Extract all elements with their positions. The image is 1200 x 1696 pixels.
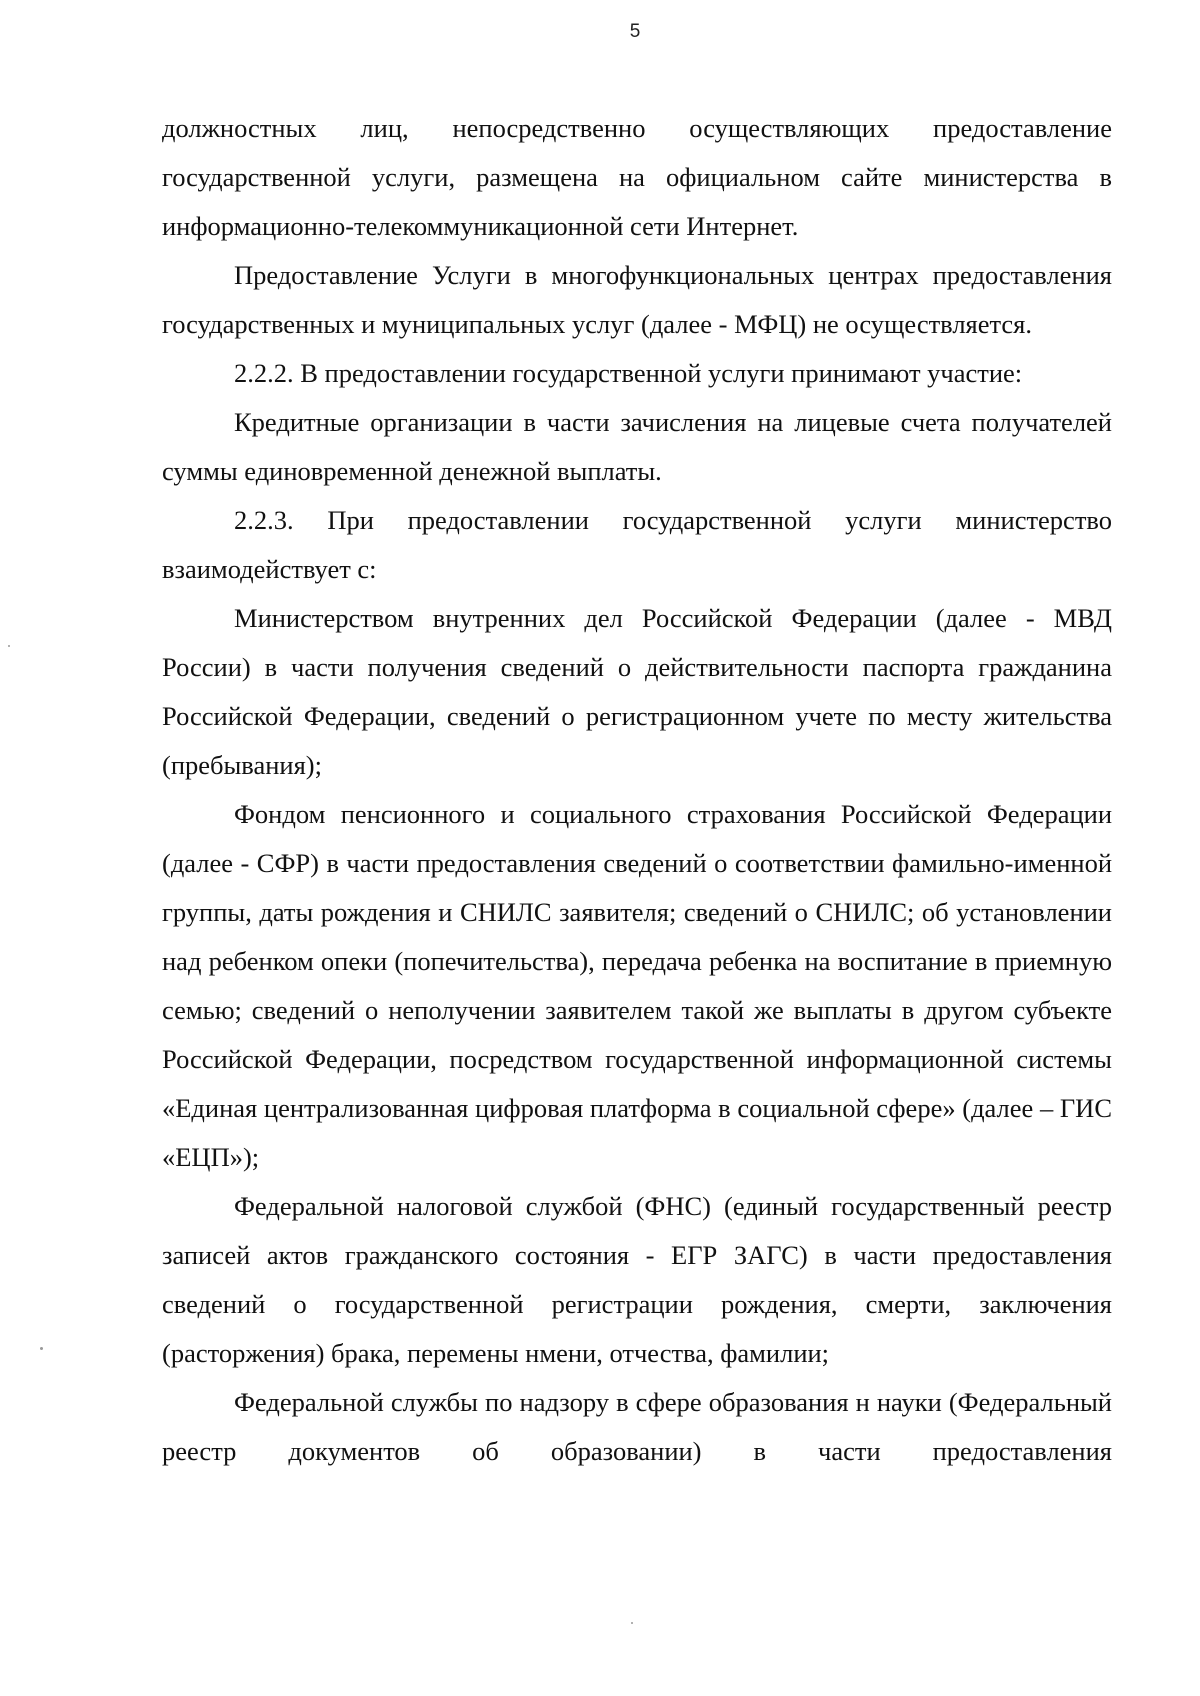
paragraph-credit-organizations: Кредитные организации в части зачисления на лицевые счета получателей суммы единовременной денежной выплаты. bbox=[162, 407, 1112, 486]
paragraph-rosobrnadzor: Федеральной службы по надзору в сфере образования н науки (Федеральный реестр документов об образовании) в части предоставления bbox=[162, 1387, 1112, 1466]
paragraph-2-2-3: 2.2.3. При предоставлении государственной услуги министерство взаимодействует с: bbox=[162, 505, 1112, 584]
paragraph-2-2-2: 2.2.2. В предоставлении государственной услуги принимают участие: bbox=[234, 358, 1023, 388]
scan-speck bbox=[8, 645, 10, 647]
paragraph-mvd: Министерством внутренних дел Российской Федерации (далее - МВД России) в части получения сведений о действительности паспорта гражданина Российской Федерации, сведений о регистрационном учете по месту жительства (пребывания); bbox=[162, 603, 1112, 780]
scan-speck bbox=[40, 1347, 43, 1350]
paragraph-fns: Федеральной налоговой службой (ФНС) (единый государственный реестр записей актов гражданского состояния - ЕГР ЗАГС) в части предоставления сведений о государственной регистрации рождения, смерти, заключения (расторжения) брака, перемены нмени, отчества, фамилии; bbox=[162, 1191, 1112, 1368]
paragraph-mfc: Предоставление Услуги в многофункциональных центрах предоставления государственных и муниципальных услуг (далее - МФЦ) не осуществляется. bbox=[162, 260, 1112, 339]
paragraph-officials-info: должностных лиц, непосредственно осуществляющих предоставление государственной услуги, размещена на официальном сайте министерства в информационно-телекоммуникационной сети Интернет. bbox=[162, 113, 1112, 241]
page-number: 5 bbox=[629, 21, 641, 42]
paragraph-sfr: Фондом пенсионного и социального страхования Российской Федерации (далее - СФР) в части предоставления сведений о соответствии фамильно-именной группы, даты рождения и СНИЛС заявителя; сведений о СНИЛС; об установлении над ребенком опеки (попечительства), передача ребенка на воспитание в приемную семью; сведений о неполучении заявителем такой же выплаты в другом субъекте Российской Федерации, посредством государственной информационной системы «Единая централизованная цифровая платформа в социальной сфере» (далее – ГИС «ЕЦП»); bbox=[162, 799, 1112, 1172]
document-body bbox=[162, 104, 1112, 1476]
scan-speck bbox=[631, 1622, 633, 1624]
